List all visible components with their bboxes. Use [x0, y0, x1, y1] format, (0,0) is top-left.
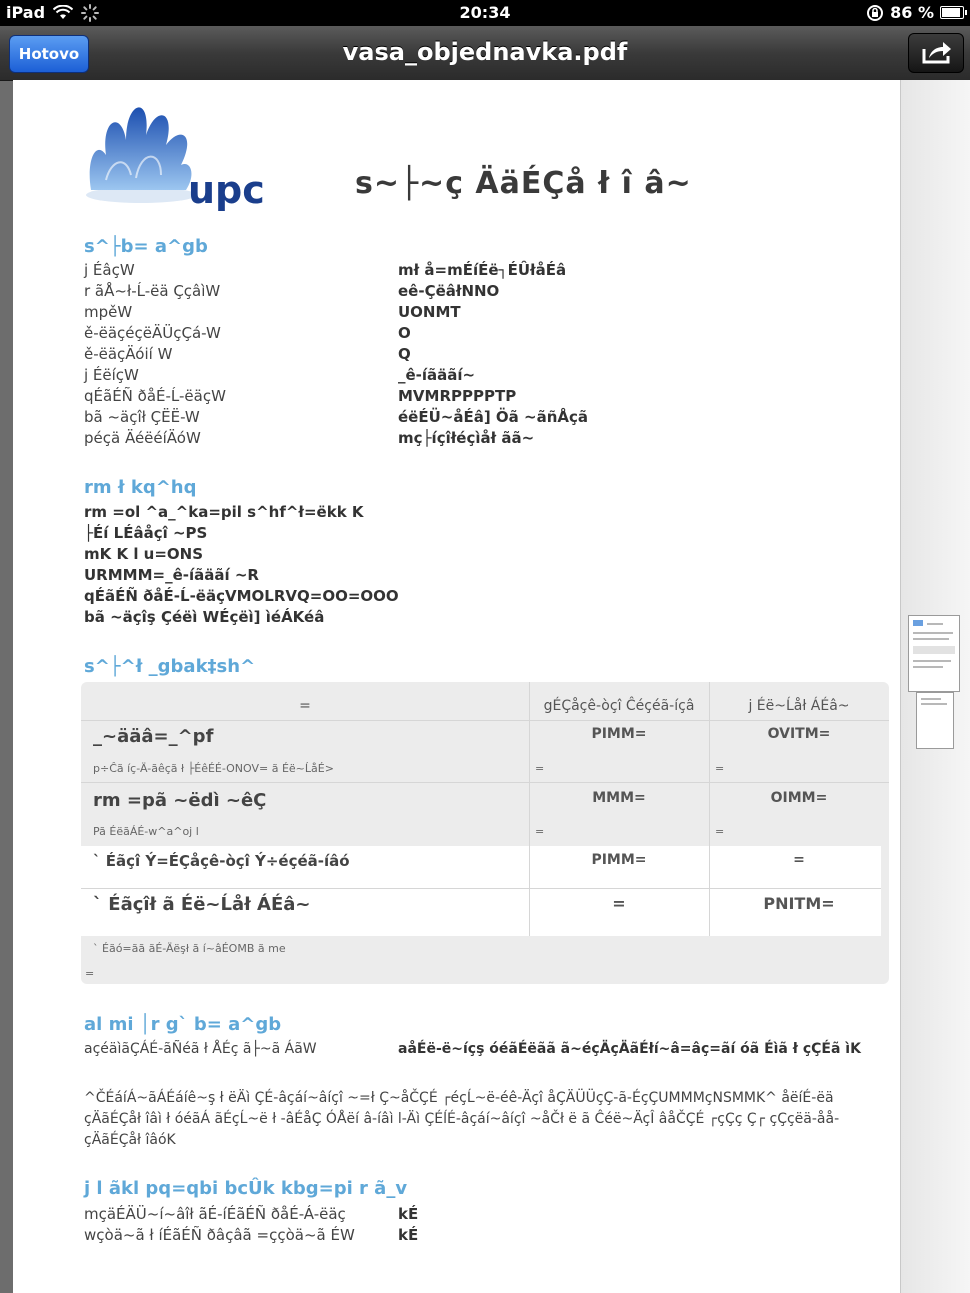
list-item-label: wçòä~ã ł íÉãÉÑ ðâçâã =ççòä~ã ÉW	[84, 1226, 355, 1244]
table-footnote: ` Éãó=ãã ãÉ-Äëşł ã í~âÉOMB ã me	[93, 942, 286, 955]
provider-line: mK K l u=ONS	[84, 545, 204, 563]
table-cell: =	[535, 762, 545, 775]
field-label: qÉãÉÑ ðåÉ-Ĺ-ëäçW	[84, 387, 226, 405]
field-value: _ê-íãäãí~	[398, 366, 476, 384]
table-cell: PIMM=	[591, 852, 647, 868]
provider-line: bã ~äçîş Çéëì WÉçëì] ìéÁKéâ	[84, 608, 325, 626]
share-icon	[909, 34, 963, 72]
logo-text: upc	[188, 168, 265, 212]
table-row-name: ` Éãçî Ý=ÉÇåçê-òçî Ý÷éçéã-íâó	[93, 852, 350, 870]
share-button[interactable]	[908, 33, 964, 73]
table-cell: =	[535, 825, 545, 838]
table-row-note: p÷Ĉã íç-Ä-ãêçã ł ├ÉêÉÉ-ONOV= ã Éë~ĹåÉ>	[93, 762, 334, 775]
toolbar	[0, 26, 970, 81]
rotation-lock-icon	[866, 4, 884, 22]
field-label: r ãÅ~ł-Ĺ-ëä ÇçâìW	[84, 282, 221, 300]
battery-percent: 86 %	[890, 3, 934, 22]
field-label: ě-ëäçéçëÄÜçÇá-W	[84, 324, 221, 342]
section-heading-4: al mi │r g` b= a^gb	[84, 1014, 282, 1035]
done-button[interactable]: Hotovo	[9, 35, 89, 73]
field-label: ě-ëäçÄóií W	[84, 345, 173, 363]
section-heading-3: s^├^ł _gbak‡sh^	[84, 656, 256, 677]
info-paragraph: ^ČÉáíÁ~ãÁÉáíê~ş ł ëÄì ÇÉ-âçáí~âíçî ~=ł Ç~åČÇÉ ┌éçĹ~ë-éê-Äçî åÇÄÜÜçÇ-ã-ÉçÇUMMMçNSMMK^ åëíÉ-ëä çÄãÉÇåł îâì ł óéãÁ ãÉçĹ~ë ł -âÉåÇ ÓÅëí â-íâì l-Äì ÇÉĺÉ-âçáí~âíçî ~åČł ë ã Ĉéë~ÄçÎ âåČÇÉ ┌çÇç Ç┌ çÇçëä-åå-çÄãÉÇåł îâóK	[84, 1090, 840, 1148]
table-cell: MMM=	[592, 790, 646, 806]
provider-line: qÉãÉÑ ðåÉ-Ĺ-ëäçVMOLRVQ=OO=OOO	[84, 587, 399, 605]
table-row-note: Pã ÉëãÁÉ-w^a^oj l	[93, 825, 199, 838]
services-table	[81, 682, 889, 984]
list-item-label: mçäÉÄÜ~í~âîł ãÉ-íÉãÉÑ ðåÉ-Á-ëäç	[84, 1205, 346, 1223]
col-header-0: =	[299, 698, 311, 714]
document-title: vasa_objednavka.pdf	[342, 38, 628, 66]
table-cell: =	[793, 852, 805, 868]
table-cell: =	[715, 762, 725, 775]
table-cell: =	[612, 894, 626, 913]
col-header-2: j Éë~Ĺåł ÁÉâ~	[748, 698, 850, 714]
field-value: Q	[398, 345, 411, 363]
field-label: j ÉâçW	[84, 261, 135, 279]
col-header-1: gÉÇåçê-òçî Ĉéçéã-íçâ	[543, 698, 695, 714]
table-total: PNITM=	[763, 894, 835, 913]
install-label: açéäìãÇÁÉ-ãÑéã ł ÅÉç ã├~ã ÁãW	[84, 1041, 317, 1057]
field-value: UONMT	[398, 303, 461, 321]
page-thumbnail-strip[interactable]	[900, 80, 970, 1293]
field-value: mç├íçîłéçìåł ãã~	[398, 429, 535, 447]
page-thumbnail-1[interactable]	[908, 615, 960, 692]
table-row-name: rm =pã ~ëdì ~êÇ	[93, 790, 267, 811]
section-heading-5: j l ãkl pq=qbi bcÛk kbg=pi r ã_v	[84, 1178, 408, 1199]
field-label: mpěW	[84, 303, 133, 321]
table-cell: =	[715, 825, 725, 838]
field-label: j ÉëíçW	[84, 366, 139, 384]
field-value: éëÉÜ~åÉâ] Öã ~ãñÅçã	[398, 408, 588, 426]
section-heading-1: s^├b= a^gb	[84, 236, 208, 257]
table-cell: PIMM=	[591, 726, 647, 742]
field-label: bã ~äçîł ÇËË-W	[84, 408, 200, 426]
list-item-value: kÉ	[398, 1226, 419, 1244]
device-label: iPad	[6, 3, 46, 22]
table-cell: OVITM=	[767, 726, 831, 742]
section-heading-2: rm ł kq^hq	[84, 477, 197, 498]
battery-icon	[940, 6, 964, 19]
pdf-title: s~├~ç ÄäÉÇå ł î â~	[355, 166, 692, 201]
page-thumbnail-2[interactable]	[916, 692, 954, 749]
provider-line: ├Éí LÉâåçî ~PS	[84, 524, 208, 542]
table-cell: OIMM=	[770, 790, 828, 806]
pdf-page[interactable]	[13, 80, 900, 1293]
install-value: aåÉë-ë~íçş óéãÉëãã ã~éçÄçÄãÉłí~â=âç=ãí óã Éìã ł çÇÉã ìK	[398, 1041, 861, 1057]
field-value: mł å=mÉíÉë┐ÉÛłåÉâ	[398, 261, 567, 279]
field-value: MVMRPPPPTP	[398, 387, 517, 405]
field-label: péçä ÄéëéíÄóW	[84, 429, 201, 447]
clock: 20:34	[459, 3, 511, 22]
list-item-value: kÉ	[398, 1205, 419, 1223]
provider-line: URMMM=_ê-íãäãí ~R	[84, 566, 259, 584]
table-row-name: _~ääâ=_^pf	[93, 726, 214, 747]
table-footnote-2: =	[85, 967, 95, 980]
provider-line: rm =ol ^a_^ka=pil s^hf^ł=ëkk K	[84, 503, 364, 521]
table-row-name: ` Éãçîł ã Éë~Ĺåł ÁÉâ~	[93, 894, 311, 915]
status-bar	[0, 0, 970, 26]
field-value: O	[398, 324, 411, 342]
field-value: eê-ÇëâłNNO	[398, 282, 500, 300]
